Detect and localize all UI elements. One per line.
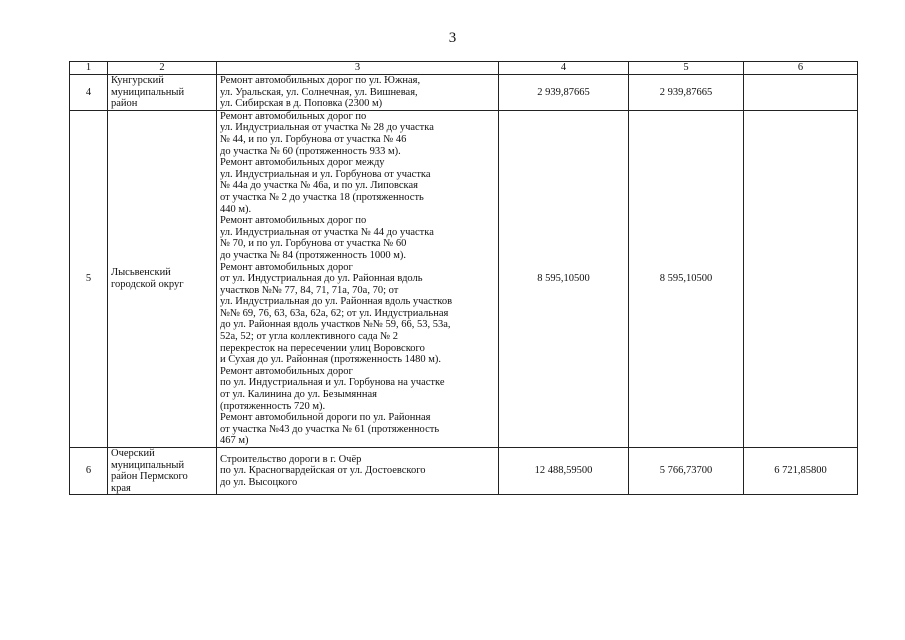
description-line: Строительство дороги в г. Очёр	[220, 453, 362, 465]
description-line: от участка № 2 до участка 18 (протяженность	[220, 191, 424, 203]
description-line: участков №№ 77, 84, 71, 71а, 70а, 70; от	[220, 284, 399, 296]
description-line: от ул. Калинина до ул. Безымянная	[220, 389, 377, 401]
municipality-line: городской округ	[111, 278, 184, 290]
municipality-line: Очерский	[111, 448, 155, 459]
description-line: ул. Сибирская в д. Поповка (2300 м)	[220, 98, 383, 110]
header-cell: 2	[108, 62, 217, 75]
amount-cell-col4: 8 595,10500	[499, 110, 629, 447]
description-line: № 44, и по ул. Горбунова от участка № 46	[220, 133, 407, 145]
description-line: № 44а до участка № 46а, и по ул. Липовская	[220, 180, 418, 192]
amount-cell-col6	[744, 110, 858, 447]
work-description-cell	[217, 110, 499, 447]
municipality-line: район Пермского	[111, 471, 188, 483]
description-line: (протяженность 720 м).	[220, 400, 326, 412]
header-cell: 4	[499, 62, 629, 75]
description-line: от ул. Индустриальная до ул. Районная вдоль	[220, 273, 423, 285]
description-line: Ремонт автомобильной дороги по ул. Районная	[220, 412, 431, 424]
description-line: ул. Индустриальная от участка № 44 до участка	[220, 226, 434, 238]
municipality-cell	[108, 448, 217, 495]
description-line: по ул. Красногвардейская от ул. Достоевского	[220, 465, 426, 477]
amount-cell-col4: 12 488,59500	[499, 448, 629, 495]
description-line: № 70, и по ул. Горбунова от участка № 60	[220, 238, 407, 250]
description-line: 440 м).	[220, 203, 252, 215]
table-row	[70, 110, 858, 447]
description-line: до ул. Высоцкого	[220, 476, 298, 488]
description-line: ул. Индустриальная и ул. Горбунова от участка	[220, 168, 431, 180]
amount-cell-col5: 5 766,73700	[629, 448, 744, 495]
municipality-cell	[108, 75, 217, 111]
amount-cell-col5: 2 939,87665	[629, 75, 744, 111]
header-cell: 1	[70, 62, 108, 75]
description-line: до участка № 84 (протяженность 1000 м).	[220, 249, 406, 261]
header-cell: 5	[629, 62, 744, 75]
description-line: ул. Уральская, ул. Солнечная, ул. Вишневая,	[220, 86, 418, 98]
table-header-row	[70, 62, 858, 75]
header-cell: 3	[217, 62, 499, 75]
description-line: Ремонт автомобильных дорог по	[220, 110, 367, 122]
amount-cell-col4: 2 939,87665	[499, 75, 629, 111]
description-line: по ул. Индустриальная и ул. Горбунова на участке	[220, 377, 445, 389]
description-line: 467 м)	[220, 435, 249, 447]
row-number-cell: 6	[70, 448, 108, 495]
table-row	[70, 75, 858, 111]
description-line: от участка №43 до участка № 61 (протяженность	[220, 423, 440, 435]
header-cell: 6	[744, 62, 858, 75]
budget-table	[69, 61, 858, 495]
description-line: 52а, 52; от угла коллективного сада № 2	[220, 331, 399, 343]
amount-cell-col6	[744, 75, 858, 111]
description-line: Ремонт автомобильных дорог по	[220, 215, 367, 227]
description-line: Ремонт автомобильных дорог	[220, 365, 353, 377]
description-line: до ул. Районная вдоль участков №№ 59, 66, 53, 53а,	[220, 319, 451, 331]
amount-cell-col5: 8 595,10500	[629, 110, 744, 447]
description-line: Ремонт автомобильных дорог между	[220, 157, 385, 169]
description-line: до участка № 60 (протяженность 933 м).	[220, 145, 401, 157]
municipality-line: Кунгурский	[111, 75, 164, 86]
municipality-line: муниципальный	[111, 459, 185, 471]
row-number-cell: 4	[70, 75, 108, 111]
description-line: №№ 69, 76, 63, 63а, 62а, 62; от ул. Индустриальная	[220, 307, 449, 319]
work-description-cell	[217, 448, 499, 495]
table-row	[70, 448, 858, 495]
municipality-line: муниципальный	[111, 86, 185, 98]
municipality-line: края	[111, 482, 131, 494]
description-line: Ремонт автомобильных дорог	[220, 261, 353, 273]
municipality-line: Лысьвенский	[111, 267, 171, 279]
description-line: Ремонт автомобильных дорог по ул. Южная,	[220, 75, 421, 86]
description-line: и Сухая до ул. Районная (протяженность 1480 м).	[220, 354, 442, 366]
municipality-cell	[108, 110, 217, 447]
description-line: ул. Индустриальная от участка № 28 до участка	[220, 122, 434, 134]
row-number-cell: 5	[70, 110, 108, 447]
municipality-line: район	[111, 98, 138, 110]
description-line: перекресток на пересечении улиц Воровского	[220, 342, 425, 354]
work-description-cell	[217, 75, 499, 111]
page-number: 3	[448, 30, 457, 46]
amount-cell-col6: 6 721,85800	[744, 448, 858, 495]
description-line: ул. Индустриальная до ул. Районная вдоль участков	[220, 296, 453, 308]
